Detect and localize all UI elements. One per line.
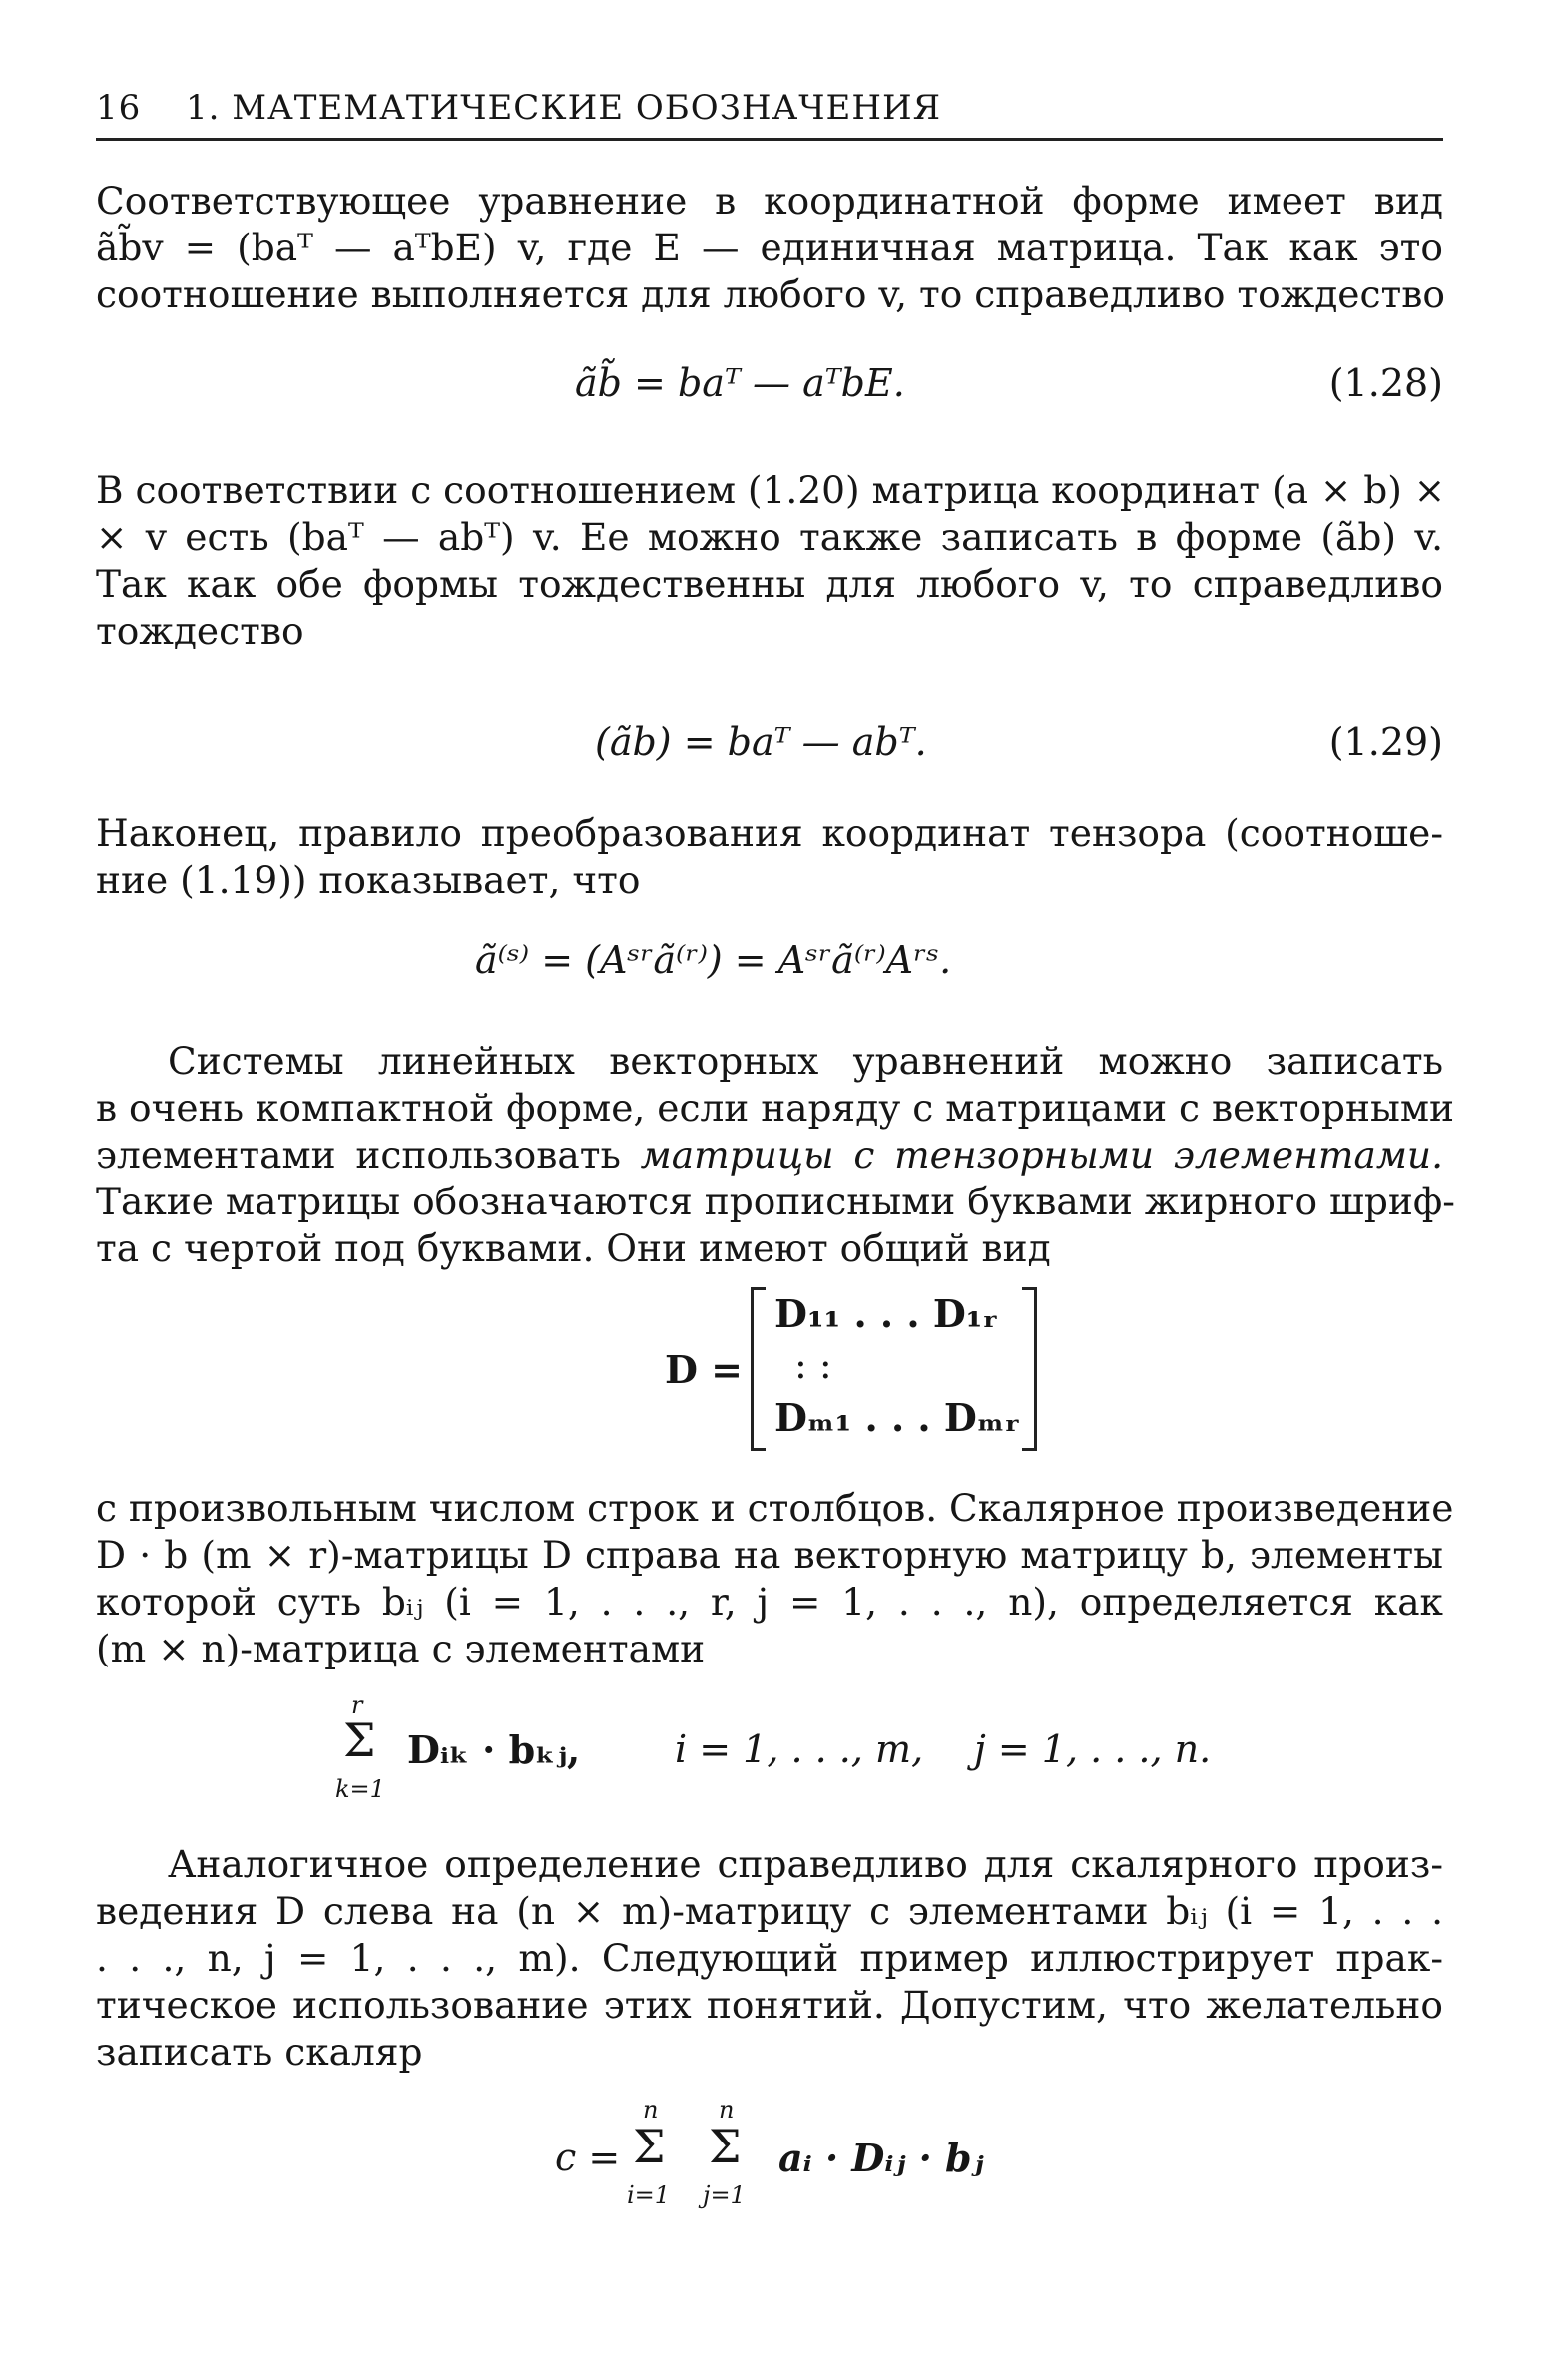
sum-lower-limit: j=1 <box>703 2181 746 2209</box>
paragraph-4 <box>96 1038 1455 1272</box>
text-line: в очень компактной форме, если наряду с матрицами с векторными <box>96 1086 1455 1130</box>
text-line: та с чертой под буквами. Они имеют общий вид <box>96 1226 1051 1270</box>
text-line: . . ., n, j = 1, . . ., m). Следующий пример иллюстрирует прак- <box>96 1936 1443 1980</box>
paragraph-3 <box>96 810 1443 904</box>
text-line: тическое использование этих понятий. Допустим, что желательно <box>96 1983 1443 2027</box>
text-line: тождество <box>96 609 304 653</box>
sum-upper-limit: n <box>643 2096 659 2124</box>
sigma-symbol: Σ <box>633 2120 666 2173</box>
text-line: ãb̃v = (baᵀ — aᵀbE) v, где E — единичная матрица. Так как это <box>96 226 1443 269</box>
page-number: 16 <box>96 88 142 128</box>
equation-label: (1.28) <box>1328 361 1443 405</box>
text-line: Соответствующее уравнение в координатной форме имеет вид <box>96 179 1443 223</box>
right-bracket <box>1022 1287 1037 1451</box>
matrix-d <box>555 1287 1074 1447</box>
index-range-i: i = 1, . . ., m, <box>675 1727 924 1771</box>
text-line: Наконец, правило преобразования координат тензора (соотноше- <box>96 811 1443 855</box>
matrix-row: D₁₁ . . . D₁ᵣ <box>774 1291 999 1336</box>
section-title: 1. МАТЕМАТИЧЕСКИЕ ОБОЗНАЧЕНИЯ <box>186 88 942 128</box>
running-head <box>96 88 1443 141</box>
text-line: Так как обе формы тождественны для любого v, то справедливо <box>96 562 1443 606</box>
text-line: которой суть bᵢⱼ (i = 1, . . ., r, j = 1, . . ., n), определяется как <box>96 1580 1443 1624</box>
text-line: × v есть (baᵀ — abᵀ) v. Ее можно также записать в форме (ãb) v. <box>96 515 1443 559</box>
paragraph-6 <box>96 1841 1443 2076</box>
equation-label: (1.29) <box>1328 720 1443 764</box>
text-line: соотношение выполняется для любого v, то справедливо тождество <box>96 272 1445 316</box>
text-line: Такие матрицы обозначаются прописными буквами жирного шриф- <box>96 1180 1455 1223</box>
paragraph-1 <box>96 178 1443 318</box>
paragraph-5 <box>96 1485 1454 1672</box>
sum-upper-limit: r <box>351 1691 363 1719</box>
equation-body: (ãb) = baᵀ — abᵀ. <box>595 720 927 764</box>
sum-lower-limit: k=1 <box>335 1775 385 1803</box>
text-line: Системы линейных векторных уравнений можно записать <box>168 1039 1443 1083</box>
text-line: D · b (m × r)-матрицы D справа на векторную матрицу b, элементы <box>96 1533 1443 1577</box>
matrix-row: Dₘ₁ . . . Dₘᵣ <box>774 1395 1021 1440</box>
text-line: ние (1.19)) показывает, что <box>96 858 641 902</box>
sigma-symbol: Σ <box>709 2120 742 2173</box>
text-line: записать скаляр <box>96 2030 423 2074</box>
text-line: Аналогичное определение справедливо для скалярного произ- <box>168 1842 1443 1886</box>
sum-upper-limit: n <box>719 2096 735 2124</box>
scalar-lhs: c = <box>555 2136 621 2179</box>
book-page <box>96 0 1455 2380</box>
text-line: В соответствии с соотношением (1.20) матрица координат (a × b) × <box>96 468 1446 512</box>
text-line: ведения D слева на (n × m)-матрицу с элементами bᵢⱼ (i = 1, . . . <box>96 1889 1443 1933</box>
italic-term: матрицы с тензорными элементами. <box>640 1133 1443 1177</box>
sum-lower-limit: i=1 <box>627 2181 671 2209</box>
index-range-j: j = 1, . . ., n. <box>974 1727 1212 1771</box>
sum-term: Dᵢₖ · bₖⱼ, <box>407 1727 581 1772</box>
text-line: элементами использовать матрицы с тензорными элементами. <box>96 1133 1443 1177</box>
matrix-lhs: D = <box>665 1347 744 1392</box>
text-line: с произвольным числом строк и столбцов. Скалярное произведение <box>96 1486 1454 1530</box>
sum-term: aᵢ · Dᵢⱼ · bⱼ <box>778 2136 984 2180</box>
equation-body: ãb̃ = baᵀ — aᵀbE. <box>575 361 905 405</box>
sigma-symbol: Σ <box>343 1713 376 1767</box>
left-bracket <box>751 1287 766 1451</box>
matrix-row: : : <box>794 1343 832 1387</box>
equation-body: ã⁽ˢ⁾ = (Aˢʳã⁽ʳ⁾) = Aˢʳã⁽ʳ⁾Aʳˢ. <box>475 938 952 982</box>
paragraph-2 <box>96 467 1446 655</box>
text-line: (m × n)-матрица с элементами <box>96 1627 706 1670</box>
